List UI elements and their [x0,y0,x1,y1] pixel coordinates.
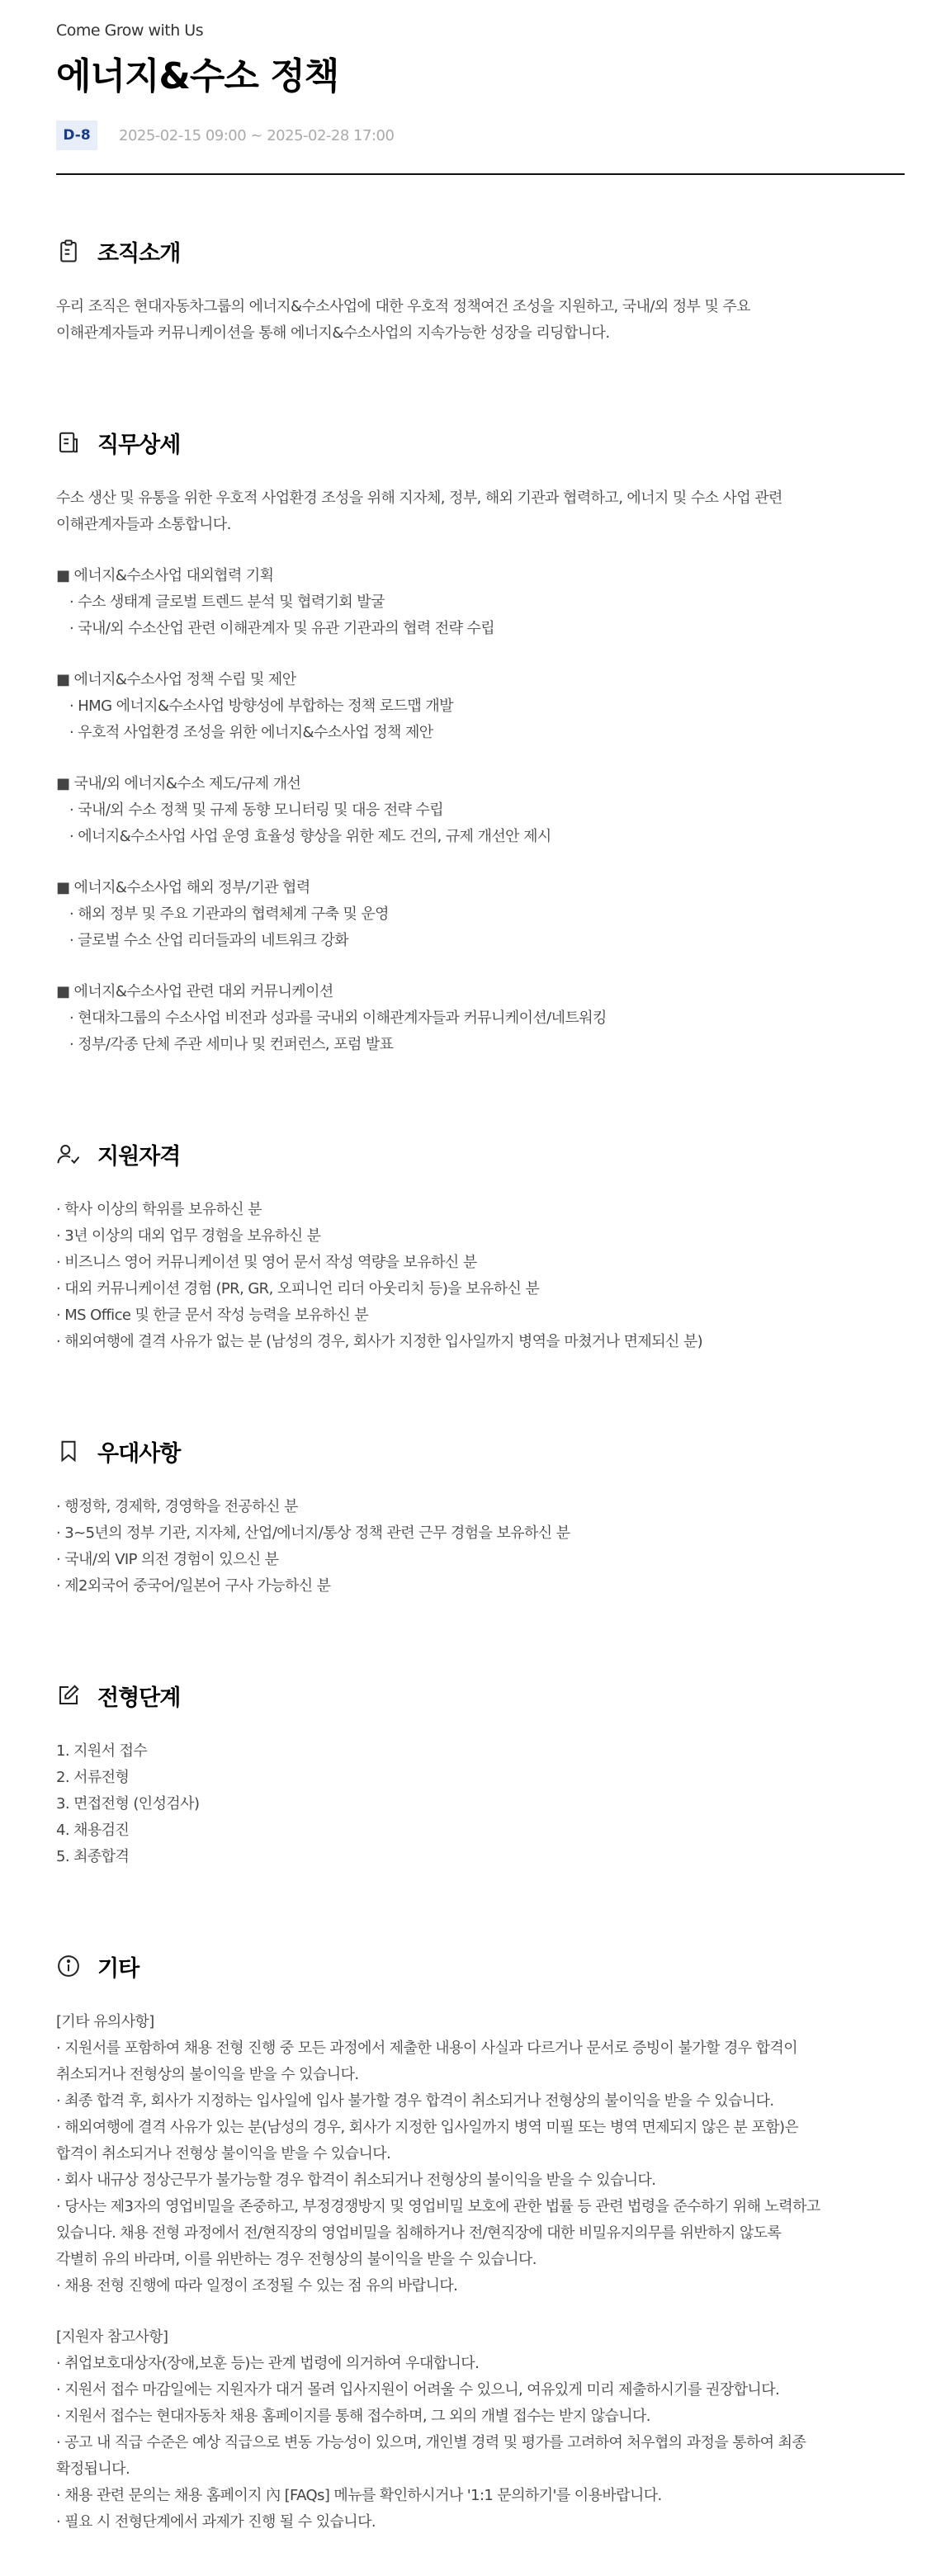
text-line: · 3년 이상의 대외 업무 경험을 보유하신 분 [56,1227,321,1245]
text-line: 각별히 유의 바라며, 이를 위반하는 경우 전형상의 불이익을 받을 수 있습니다. [56,2251,537,2268]
document-icon [56,430,81,455]
text-line: · 지원서 접수 마감일에는 지원자가 대거 몰려 입사지원이 어려울 수 있으니, 여유있게 미리 제출하시기를 권장합니다. [56,2381,780,2399]
section-title: 조직소개 [97,240,181,267]
text-line: · 수소 생태계 글로벌 트렌드 분석 및 협력기회 발굴 [69,593,385,611]
text-line: · HMG 에너지&수소사업 방향성에 부합하는 정책 로드맵 개발 [69,697,453,715]
edit-icon [56,1683,81,1708]
text-line: · 해외 정부 및 주요 기관과의 협력체계 구축 및 운영 [69,905,389,923]
text-line: · 지원서를 포함하여 채용 전형 진행 중 모든 과정에서 제출한 내용이 사실과 다르거나 문서로 증빙이 불가할 경우 합격이 [56,2040,798,2057]
text-line: · 대외 커뮤니케이션 경험 (PR, GR, 오피니언 리더 아웃리치 등)을 보유하신 분 [56,1280,540,1297]
text-line: · 국내/외 VIP 의전 경험이 있으신 분 [56,1551,279,1568]
bookmark-icon [56,1439,81,1463]
text-line: · 국내/외 수소산업 관련 이해관계자 및 유관 기관과의 협력 전략 수립 [69,620,495,637]
section-title: 지원자격 [97,1143,181,1170]
text-line: 합격이 취소되거나 전형상 불이익을 받을 수 있습니다. [56,2145,391,2162]
text-line: · 비즈니스 영어 커뮤니케이션 및 영어 문서 작성 역량을 보유하신 분 [56,1254,477,1271]
text-line: · 당사는 제3자의 영업비밀을 존중하고, 부정경쟁방지 및 영업비밀 보호에 관한 법률 등 관련 법령을 준수하기 위해 노력하고 [56,2198,820,2215]
text-line: · 국내/외 수소 정책 및 규제 동향 모니터링 및 대응 전략 수립 [69,801,444,819]
text-line: [기타 유의사항] [56,2013,154,2030]
text-line: [지원자 참고사항] [56,2328,168,2346]
person-check-icon [56,1141,81,1166]
text-line: 수소 생산 및 유통을 위한 우호적 사업환경 조성을 위해 지자체, 정부, 해외 기관과 협력하고, 에너지 및 수소 사업 관련 [56,489,782,507]
section-etc [56,1950,905,2536]
text-line: ■ 에너지&수소사업 대외협력 기획 [56,567,274,584]
page-subtitle: Come Grow with Us [56,21,204,40]
text-line: 3. 면접전형 (인성검사) [56,1795,200,1813]
section-duty [56,426,905,1058]
text-line: 확정됩니다. [56,2460,130,2478]
text-line: · 현대차그룹의 수소사업 비전과 성과를 국내외 이해관계자들과 커뮤니케이션/네트워킹 [69,1009,607,1027]
spacer [56,954,906,979]
section-body [56,2009,906,2536]
text-line: ■ 에너지&수소사업 관련 대외 커뮤니케이션 [56,983,333,1000]
text-line: · 제2외국어 중국어/일본어 구사 가능하신 분 [56,1577,331,1595]
section-title: 기타 [97,1955,139,1982]
text-line: 2. 서류전형 [56,1769,130,1786]
section-body [56,294,906,347]
text-line: · 행정학, 경제학, 경영학을 전공하신 분 [56,1498,298,1515]
text-line: ■ 에너지&수소사업 해외 정부/기관 협력 [56,879,310,896]
text-line: · 우호적 사업환경 조성을 위한 에너지&수소사업 정책 제안 [69,724,433,741]
text-line: · 해외여행에 결격 사유가 있는 분(남성의 경우, 회사가 지정한 입사일까지 병역 미필 또는 병역 면제되지 않은 분 포함)은 [56,2119,799,2136]
section-body [56,1738,906,1870]
text-line: 이해관계자들과 소통합니다. [56,516,231,533]
text-line: · 최종 합격 후, 회사가 지정하는 입사일에 입사 불가할 경우 합격이 취소되거나 전형상의 불이익을 받을 수 있습니다. [56,2092,774,2110]
clipboard-icon [56,239,81,263]
text-line: · 채용 전형 진행에 따라 일정이 조정될 수 있는 점 유의 바랍니다. [56,2277,458,2295]
section-title: 우대사항 [97,1440,181,1467]
text-line: 1. 지원서 접수 [56,1742,148,1760]
text-line: 5. 최종합격 [56,1848,130,1865]
text-line: · 3~5년의 정부 기관, 지자체, 산업/에너지/통상 정책 관련 근무 경험을 보유하신 분 [56,1524,570,1542]
text-line: 취소되거나 전형상의 불이익을 받을 수 있습니다. [56,2066,359,2083]
date-range: 2025-02-15 09:00 ~ 2025-02-28 17:00 [119,126,395,144]
text-line: 우리 조직은 현대자동차그룹의 에너지&수소사업에 대한 우호적 정책여건 조성을 지원하고, 국내/외 정부 및 주요 [56,298,750,315]
text-line: · 취업보호대상자(장애,보훈 등)는 관계 법령에 의거하여 우대합니다. [56,2355,480,2372]
text-line: · 회사 내규상 정상근무가 불가능할 경우 합격이 취소되거나 전형상의 불이익을 받을 수 있습니다. [56,2172,656,2189]
d-day-badge: D-8 [56,121,97,150]
text-line: ■ 에너지&수소사업 정책 수립 및 제안 [56,671,296,688]
text-line: 있습니다. 채용 전형 과정에서 전/현직장의 영업비밀을 침해하거나 전/현직장에 대한 비밀유지의무를 위반하지 않도록 [56,2224,782,2242]
text-line: 4. 채용검진 [56,1822,130,1839]
section-body [56,1197,906,1355]
spacer [56,642,906,667]
text-line: · 에너지&수소사업 사업 운영 효율성 향상을 위한 제도 건의, 규제 개선안 제시 [69,828,551,845]
text-line: · 정부/각종 단체 주관 세미나 및 컨퍼런스, 포럼 발표 [69,1036,394,1053]
section-process [56,1679,905,1870]
spacer [56,850,906,875]
divider [56,173,905,175]
section-body [56,1494,906,1600]
text-line: · 필요 시 전형단계에서 과제가 진행 될 수 있습니다. [56,2513,376,2531]
text-line: · 글로벌 수소 산업 리더들과의 네트워크 강화 [69,932,349,949]
text-line: ■ 국내/외 에너지&수소 제도/규제 개선 [56,775,301,792]
spacer [56,538,906,563]
text-line: · 해외여행에 결격 사유가 없는 분 (남성의 경우, 회사가 지정한 입사일까지 병역을 마쳤거나 면제되신 분) [56,1333,703,1350]
page-title: 에너지&수소 정책 [56,55,339,97]
section-qualifications [56,1137,905,1355]
text-line: · 학사 이상의 학위를 보유하신 분 [56,1201,262,1218]
posting-meta [56,121,905,150]
info-icon [56,1954,81,1978]
text-line: · 공고 내 직급 수준은 예상 직급으로 변동 가능성이 있으며, 개인별 경력 및 평가를 고려하여 처우협의 과정을 통하여 최종 [56,2434,806,2451]
text-line: · 채용 관련 문의는 채용 홈페이지 內 [FAQs] 메뉴를 확인하시거나 '1:1 문의하기'를 이용바랍니다. [56,2487,662,2504]
section-title: 전형단계 [97,1685,181,1711]
spacer [56,746,906,771]
section-org [56,234,905,347]
section-preferences [56,1435,905,1600]
spacer [56,2299,906,2324]
text-line: · MS Office 및 한글 문서 작성 능력을 보유하신 분 [56,1307,369,1324]
section-title: 직무상세 [97,432,181,458]
text-line: · 지원서 접수는 현대자동차 채용 홈페이지를 통해 접수하며, 그 외의 개별 접수는 받지 않습니다. [56,2408,650,2425]
text-line: 이해관계자들과 커뮤니케이션을 통해 에너지&수소사업의 지속가능한 성장을 리딩합니다. [56,324,610,342]
section-body [56,485,906,1058]
